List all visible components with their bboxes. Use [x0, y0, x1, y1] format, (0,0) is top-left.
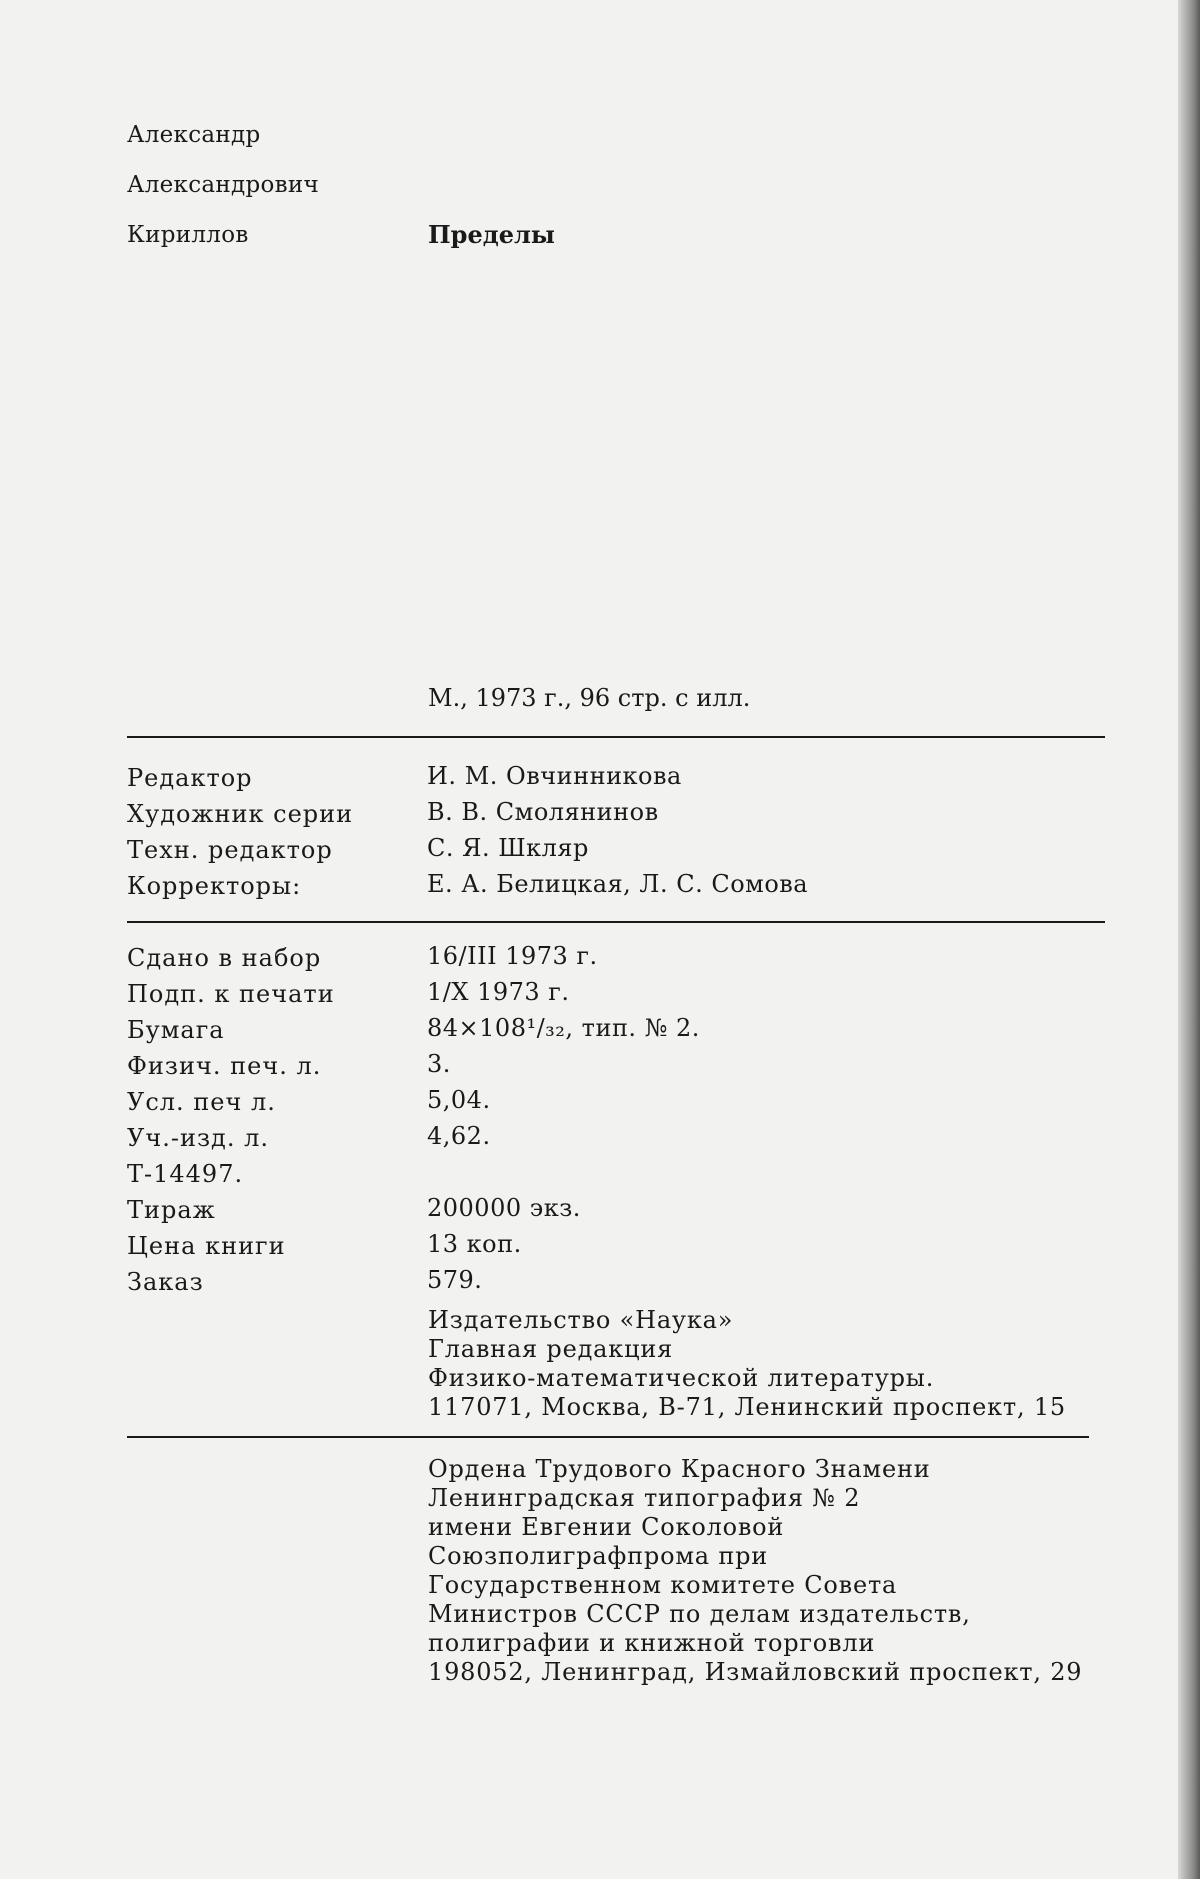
printer-line: Министров СССР по делам издательств,	[428, 1600, 971, 1628]
staff-value: Е. А. Белицкая, Л. С. Сомова	[427, 870, 809, 898]
divider-rule	[127, 736, 1105, 738]
publication-info: М., 1973 г., 96 стр. с илл.	[428, 684, 751, 712]
printer-line: Государственном комитете Совета	[428, 1571, 898, 1599]
printer-line: полиграфии и книжной торговли	[428, 1629, 876, 1657]
spec-label: Сдано в набор	[127, 944, 322, 972]
printer-line: Ленинградская типография № 2	[428, 1484, 861, 1512]
spec-label: Физич. печ. л.	[127, 1052, 322, 1080]
spec-label: Тираж	[127, 1196, 216, 1224]
author-first-name: Александр	[127, 122, 261, 148]
spec-value: 84×108¹/₃₂, тип. № 2.	[427, 1014, 700, 1042]
spec-value: 5,04.	[427, 1086, 491, 1114]
publisher-line: 117071, Москва, В-71, Ленинский проспект, 15	[428, 1393, 1066, 1421]
publisher-line: Главная редакция	[428, 1335, 674, 1363]
printer-line: 198052, Ленинград, Измайловский проспект, 29	[428, 1658, 1083, 1686]
spec-label: Усл. печ л.	[127, 1088, 276, 1116]
book-title: Пределы	[428, 220, 555, 249]
staff-value: С. Я. Шкляр	[427, 834, 589, 862]
printer-line: имени Евгении Соколовой	[428, 1513, 785, 1541]
spec-value: 3.	[427, 1050, 451, 1078]
spec-label: Уч.-изд. л.	[127, 1124, 269, 1152]
publisher-line: Издательство «Наука»	[428, 1306, 734, 1334]
staff-label: Редактор	[127, 764, 253, 792]
spec-value: 4,62.	[427, 1122, 491, 1150]
spec-label: Заказ	[127, 1268, 204, 1296]
spec-label: Цена книги	[127, 1232, 286, 1260]
publisher-line: Физико-математической литературы.	[428, 1364, 935, 1392]
printer-line: Союзполиграфпрома при	[428, 1542, 769, 1570]
printer-line: Ордена Трудового Красного Знамени	[428, 1455, 931, 1483]
author-patronymic: Александрович	[127, 172, 320, 198]
staff-value: И. М. Овчинникова	[427, 762, 682, 790]
publisher-block	[428, 1306, 1066, 1422]
spec-label: Бумага	[127, 1016, 225, 1044]
author-last-name: Кириллов	[127, 222, 249, 248]
page-edge-shadow	[1178, 0, 1200, 1879]
spec-label: Т-14497.	[127, 1160, 244, 1188]
spec-value: 200000 экз.	[427, 1194, 581, 1222]
divider-rule	[127, 1436, 1089, 1438]
spec-value: 13 коп.	[427, 1230, 522, 1258]
spec-label: Подп. к печати	[127, 980, 335, 1008]
printer-block	[428, 1455, 1082, 1687]
staff-value: В. В. Смолянинов	[427, 798, 659, 826]
spec-value: 1/X 1973 г.	[427, 978, 570, 1006]
staff-label: Техн. редактор	[127, 836, 333, 864]
divider-rule	[127, 921, 1105, 923]
staff-label: Художник серии	[127, 800, 354, 828]
staff-label: Корректоры:	[127, 872, 302, 900]
spec-value: 579.	[427, 1266, 483, 1294]
spec-value: 16/III 1973 г.	[427, 942, 598, 970]
